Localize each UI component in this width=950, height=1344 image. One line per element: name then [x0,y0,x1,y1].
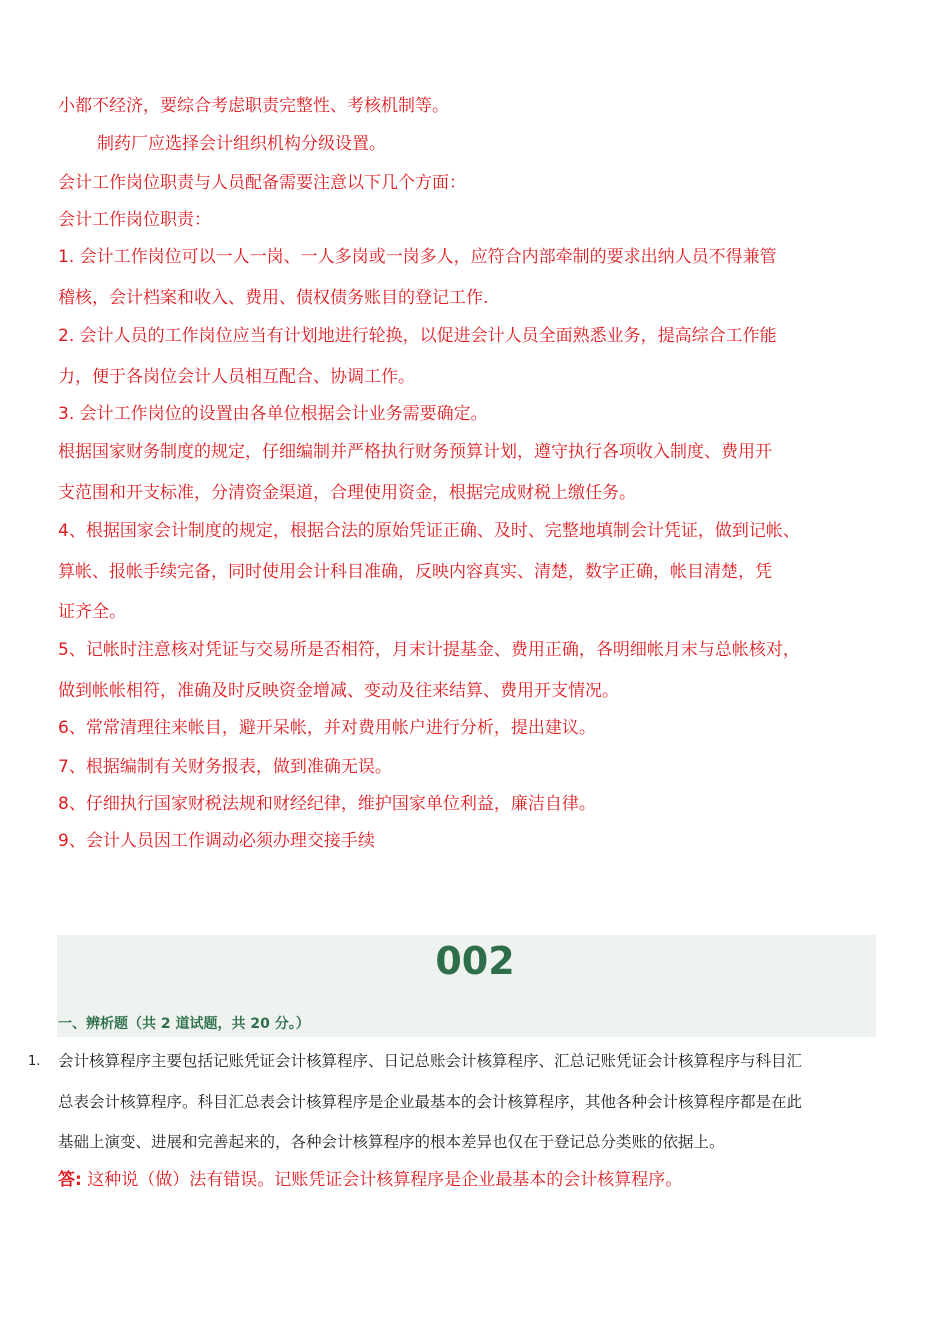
body-line: 算帐、报帐手续完备，同时使用会计科目准确，反映内容真实、清楚，数字正确，帐目清楚，凭 [58,562,772,582]
question-line: 总表会计核算程序。科目汇总表会计核算程序是企业最基本的会计核算程序，其他各种会计核算程序都是在此 [58,1093,803,1111]
section-title: 002 [435,939,515,983]
answer-text: 这种说（做）法有错误。记账凭证会计核算程序是企业最基本的会计核算程序。 [81,1170,683,1190]
answer [58,1168,682,1192]
question-line: 会计核算程序主要包括记账凭证会计核算程序、日记总账会计核算程序、汇总记账凭证会计核算程序与科目汇 [58,1052,803,1070]
question-number: 1. [28,1054,41,1069]
body-line: 力，便于各岗位会计人员相互配合、协调工作。 [58,367,415,387]
body-line: 制药厂应选择会计组织机构分级设置。 [97,134,386,154]
body-line: 证齐全。 [58,602,126,622]
body-line: 2. 会计人员的工作岗位应当有计划地进行轮换，以促进会计人员全面熟悉业务，提高综合工作能 [58,326,777,346]
body-line: 1. 会计工作岗位可以一人一岗、一人多岗或一岗多人，应符合内部牵制的要求出纳人员不得兼管 [58,247,777,267]
body-line: 根据国家财务制度的规定，仔细编制并严格执行财务预算计划，遵守执行各项收入制度、费用开 [58,442,772,462]
body-line: 8、仔细执行国家财税法规和财经纪律，维护国家单位利益，廉洁自律。 [58,794,596,814]
question-line: 基础上演变、进展和完善起来的，各种会计核算程序的根本差异也仅在于登记总分类账的依据上。 [58,1133,725,1151]
body-line: 9、会计人员因工作调动必须办理交接手续 [58,831,375,851]
body-line: 3. 会计工作岗位的设置由各单位根据会计业务需要确定。 [58,404,488,424]
body-line: 5、记帐时注意核对凭证与交易所是否相符，月末计提基金、费用正确，各明细帐月末与总帐核对， [58,640,800,660]
answer-label: 答: [58,1170,82,1190]
section-subtitle: 一、辨析题（共 2 道试题，共 20 分。） [58,1016,310,1032]
body-line: 7、根据编制有关财务报表，做到准确无误。 [58,757,392,777]
body-line: 会计工作岗位职责与人员配备需要注意以下几个方面： [58,173,466,193]
body-line: 6、常常清理往来帐目，避开呆帐，并对费用帐户进行分析，提出建议。 [58,718,596,738]
body-line: 小都不经济，要综合考虑职责完整性、考核机制等。 [58,96,449,116]
body-line: 4、根据国家会计制度的规定，根据合法的原始凭证正确、及时、完整地填制会计凭证，做到记帐、 [58,521,800,541]
body-line: 会计工作岗位职责： [58,210,211,230]
body-line: 做到帐帐相符，准确及时反映资金增减、变动及往来结算、费用开支情况。 [58,681,619,701]
body-line: 支范围和开支标准，分清资金渠道，合理使用资金，根据完成财税上缴任务。 [58,483,636,503]
body-line: 稽核，会计档案和收入、费用、债权债务账目的登记工作. [58,288,489,308]
